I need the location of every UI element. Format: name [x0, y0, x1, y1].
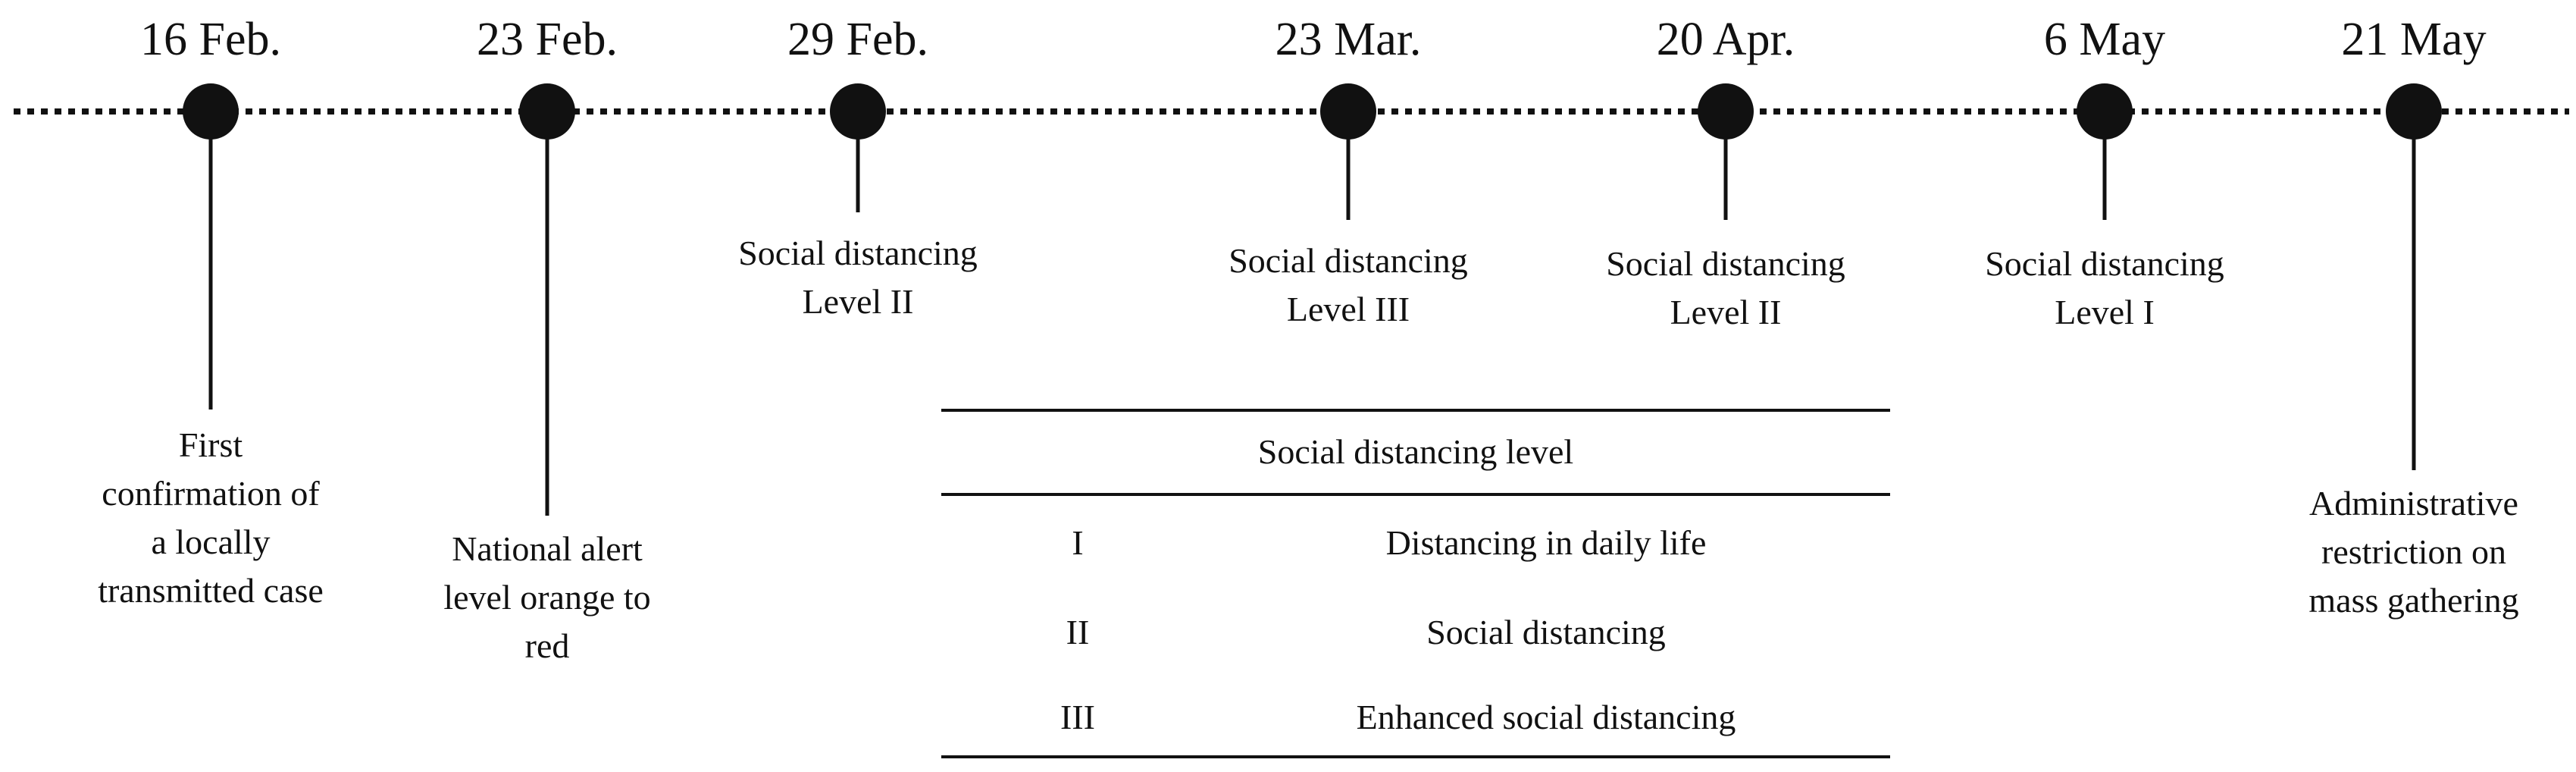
- event-caption-5: [1567, 240, 1885, 337]
- event-caption-line: restriction on: [2321, 532, 2506, 571]
- table-level-2: II: [1066, 613, 1090, 651]
- event-date-7: 21 May: [2341, 14, 2487, 65]
- table-description-3: Enhanced social distancing: [1356, 698, 1736, 736]
- event-dot-2: [519, 83, 575, 140]
- table-level-1: I: [1072, 523, 1084, 562]
- event-dot-3: [830, 83, 886, 140]
- event-caption-4: [1189, 237, 1507, 334]
- event-date-6: 6 May: [2043, 14, 2166, 65]
- event-caption-7: [2255, 479, 2573, 625]
- table-header: Social distancing level: [1257, 432, 1574, 471]
- event-dot-1: [183, 83, 239, 140]
- event-caption-line: Social distancing: [738, 234, 978, 272]
- event-dot-7: [2386, 83, 2442, 140]
- event-caption-line: level orange to: [443, 578, 651, 617]
- table-description-1: Distancing in daily life: [1385, 523, 1707, 562]
- event-caption-line: Social distancing: [1606, 244, 1845, 283]
- event-caption-line: Social distancing: [1985, 244, 2224, 283]
- event-caption-line: Level I: [2055, 293, 2155, 331]
- event-caption-line: Level II: [802, 282, 914, 321]
- event-caption-line: First: [178, 425, 243, 464]
- event-caption-3: [699, 229, 1017, 326]
- event-date-2: 23 Feb.: [477, 14, 618, 65]
- event-date-5: 20 Apr.: [1656, 14, 1795, 65]
- event-date-1: 16 Feb.: [140, 14, 281, 65]
- event-caption-line: Level III: [1286, 290, 1410, 328]
- event-caption-6: [1945, 240, 2264, 337]
- event-date-4: 23 Mar.: [1275, 14, 1422, 65]
- event-dot-6: [2077, 83, 2133, 140]
- event-caption-1: [52, 421, 370, 615]
- table-level-3: III: [1060, 698, 1095, 736]
- event-dot-5: [1698, 83, 1754, 140]
- event-caption-line: a locally: [151, 523, 271, 561]
- event-date-3: 29 Feb.: [787, 14, 928, 65]
- event-caption-line: Social distancing: [1229, 241, 1468, 280]
- event-caption-line: red: [524, 626, 570, 665]
- event-caption-line: mass gathering: [2308, 581, 2519, 620]
- event-caption-2: [388, 525, 706, 670]
- event-dot-4: [1320, 83, 1376, 140]
- event-caption-line: transmitted case: [98, 571, 324, 610]
- table-description-2: Social distancing: [1426, 613, 1666, 651]
- event-caption-line: Level II: [1670, 293, 1782, 331]
- event-caption-line: National alert: [452, 529, 643, 568]
- event-caption-line: confirmation of: [102, 474, 320, 513]
- event-caption-line: Administrative: [2309, 484, 2518, 523]
